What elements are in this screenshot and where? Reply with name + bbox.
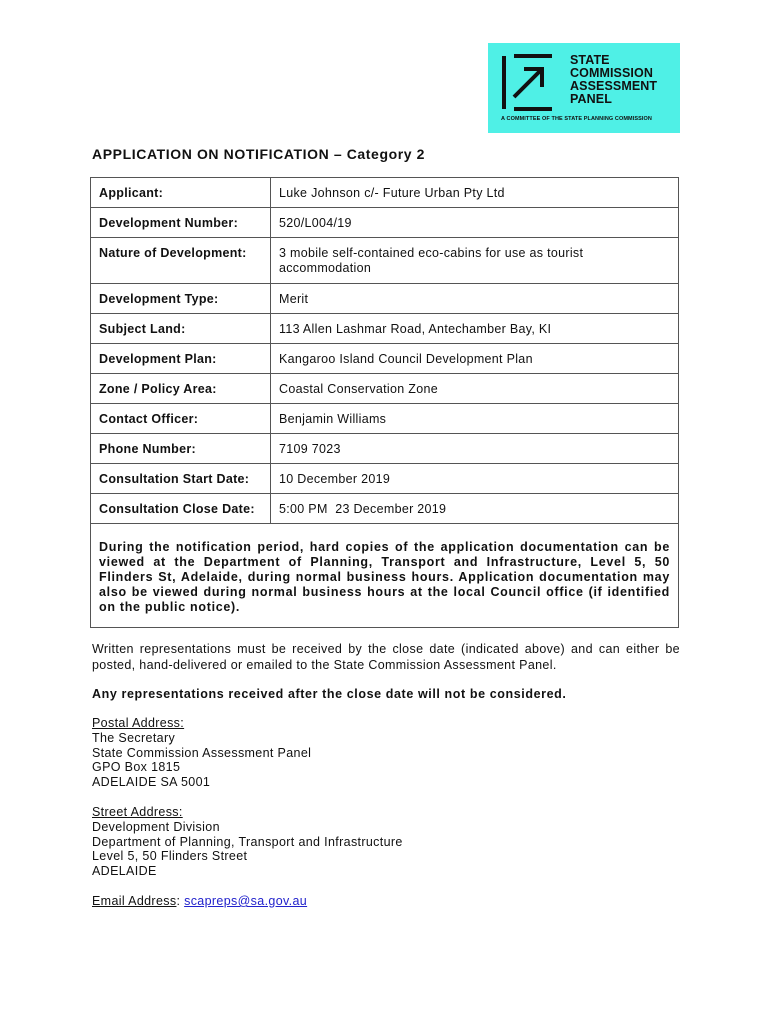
logo-wordmark: STATE COMMISSION ASSESSMENT PANEL [570, 53, 658, 106]
document-title: APPLICATION ON NOTIFICATION – Category 2 [92, 146, 426, 162]
address-line: ADELAIDE SA 5001 [92, 775, 211, 790]
detail-value: Luke Johnson c/- Future Urban Pty Ltd [271, 178, 679, 208]
detail-value: Benjamin Williams [271, 404, 679, 434]
arrow-up-right-icon [498, 53, 558, 113]
table-row [91, 524, 679, 628]
detail-label: Phone Number: [91, 434, 271, 464]
address-line: GPO Box 1815 [92, 760, 181, 775]
representations-paragraph: Written representations must be received by the close date (indicated above) and can either be posted, hand-delivered or emailed to the State Commission Assessment Panel. [92, 642, 680, 672]
table-row [91, 434, 679, 464]
detail-value: Merit [271, 284, 679, 314]
detail-value: 10 December 2019 [271, 464, 679, 494]
application-details-table [90, 177, 679, 628]
table-row [91, 238, 679, 284]
scap-logo [488, 43, 680, 133]
table-row [91, 494, 679, 524]
table-row [91, 314, 679, 344]
table-row [91, 344, 679, 374]
late-representations-warning: Any representations received after the close date will not be considered. [92, 687, 567, 701]
table-row [91, 284, 679, 314]
address-line: ADELAIDE [92, 864, 157, 879]
detail-label: Development Number: [91, 208, 271, 238]
detail-value: 5:00 PM 23 December 2019 [271, 494, 679, 524]
address-line: The Secretary [92, 730, 176, 745]
street-address [92, 805, 680, 879]
detail-value: 3 mobile self-contained eco-cabins for use as tourist accommodation [271, 238, 679, 284]
detail-value: 7109 7023 [271, 434, 679, 464]
logo-subtitle: A COMMITTEE OF THE STATE PLANNING COMMISSION [501, 116, 652, 122]
postal-address-heading: Postal Address: [92, 716, 185, 730]
detail-label: Subject Land: [91, 314, 271, 344]
detail-label: Development Plan: [91, 344, 271, 374]
address-line: Development Division [92, 819, 220, 834]
address-line: Level 5, 50 Flinders Street [92, 849, 248, 864]
email-address-heading: Email Address [92, 894, 177, 908]
table-row [91, 404, 679, 434]
detail-label: Nature of Development: [91, 238, 271, 284]
notification-notice: During the notification period, hard copies of the application documentation can be viewed at the Department of Planning, Transport and Infrastructure, Level 5, 50 Flinders St, Adelaide, during normal business hours. Application documentation may also be viewed during normal business hours at the local Council office (if identified on the public notice). [91, 524, 679, 628]
table-row [91, 208, 679, 238]
detail-label: Zone / Policy Area: [91, 374, 271, 404]
email-colon: : [176, 894, 185, 908]
email-link[interactable]: scapreps@sa.gov.au [184, 894, 308, 908]
street-address-heading: Street Address: [92, 805, 183, 819]
address-line: Department of Planning, Transport and Infrastructure [92, 834, 403, 849]
detail-value: Kangaroo Island Council Development Plan [271, 344, 679, 374]
detail-value: 113 Allen Lashmar Road, Antechamber Bay, KI [271, 314, 679, 344]
table-row [91, 374, 679, 404]
detail-label: Contact Officer: [91, 404, 271, 434]
detail-label: Consultation Close Date: [91, 494, 271, 524]
table-row [91, 464, 679, 494]
detail-value: Coastal Conservation Zone [271, 374, 679, 404]
postal-address [92, 716, 680, 790]
email-address [92, 893, 680, 909]
detail-label: Development Type: [91, 284, 271, 314]
detail-label: Consultation Start Date: [91, 464, 271, 494]
detail-value: 520/L004/19 [271, 208, 679, 238]
table-row [91, 178, 679, 208]
address-line: State Commission Assessment Panel [92, 745, 312, 760]
detail-label: Applicant: [91, 178, 271, 208]
